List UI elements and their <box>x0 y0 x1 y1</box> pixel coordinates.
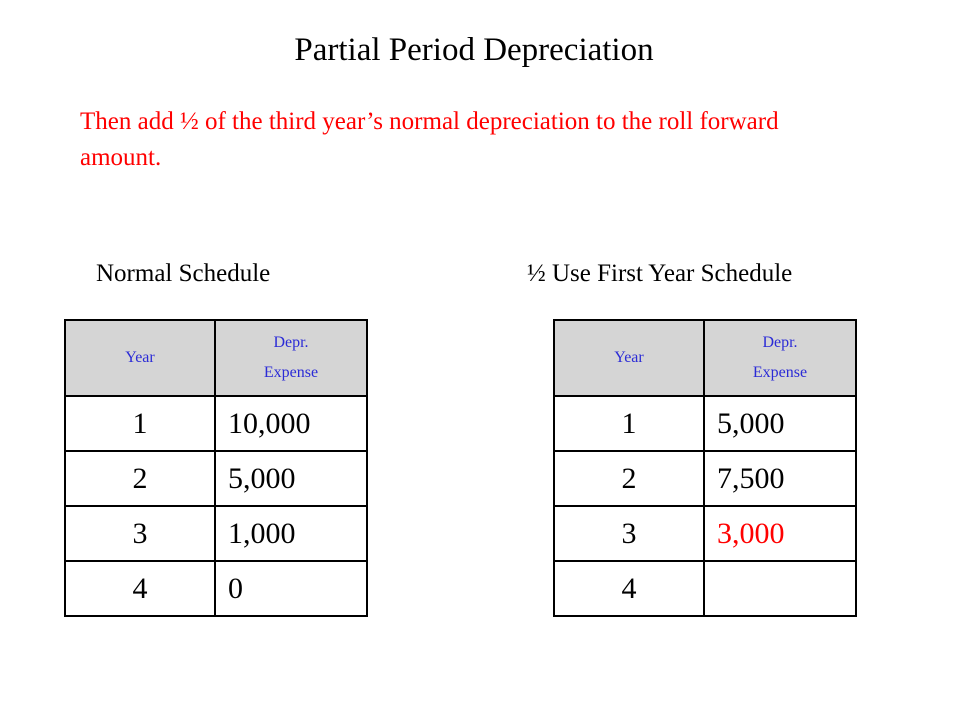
depr-header-line1: Depr. <box>762 334 798 351</box>
value-cell: 1,000 <box>215 506 367 561</box>
year-cell: 3 <box>65 506 215 561</box>
table-row <box>65 451 367 506</box>
year-cell: 4 <box>65 561 215 616</box>
highlighted-value-cell: 3,000 <box>704 506 856 561</box>
depr-header-line2: Expense <box>752 364 808 381</box>
table-header-row <box>65 320 367 396</box>
instruction-text: Then add ½ of the third year’s normal depreciation to the roll forward amount. <box>80 108 779 171</box>
table-row <box>554 561 856 616</box>
table-row <box>554 451 856 506</box>
year-cell: 4 <box>554 561 704 616</box>
depr-header-line2: Expense <box>263 364 319 381</box>
year-header: Year <box>554 320 704 396</box>
table-row <box>65 396 367 451</box>
table-row <box>65 561 367 616</box>
value-cell: 7,500 <box>704 451 856 506</box>
year-header: Year <box>65 320 215 396</box>
half-year-schedule-label: ½ Use First Year Schedule <box>527 260 793 287</box>
page-title: Partial Period Depreciation <box>294 32 654 68</box>
normal-schedule-table <box>64 319 368 617</box>
depr-expense-header <box>215 320 367 396</box>
half-year-schedule-table <box>553 319 857 617</box>
normal-schedule-label: Normal Schedule <box>96 260 271 287</box>
table-row <box>554 506 856 561</box>
depr-expense-header <box>704 320 856 396</box>
value-cell: 5,000 <box>215 451 367 506</box>
value-cell: 5,000 <box>704 396 856 451</box>
year-cell: 1 <box>554 396 704 451</box>
value-cell <box>704 561 856 616</box>
year-cell: 2 <box>65 451 215 506</box>
depr-header-line1: Depr. <box>273 334 309 351</box>
value-cell: 0 <box>215 561 367 616</box>
value-cell: 10,000 <box>215 396 367 451</box>
table-row <box>65 506 367 561</box>
year-cell: 2 <box>554 451 704 506</box>
table-row <box>554 396 856 451</box>
table-header-row <box>554 320 856 396</box>
year-cell: 1 <box>65 396 215 451</box>
year-cell: 3 <box>554 506 704 561</box>
